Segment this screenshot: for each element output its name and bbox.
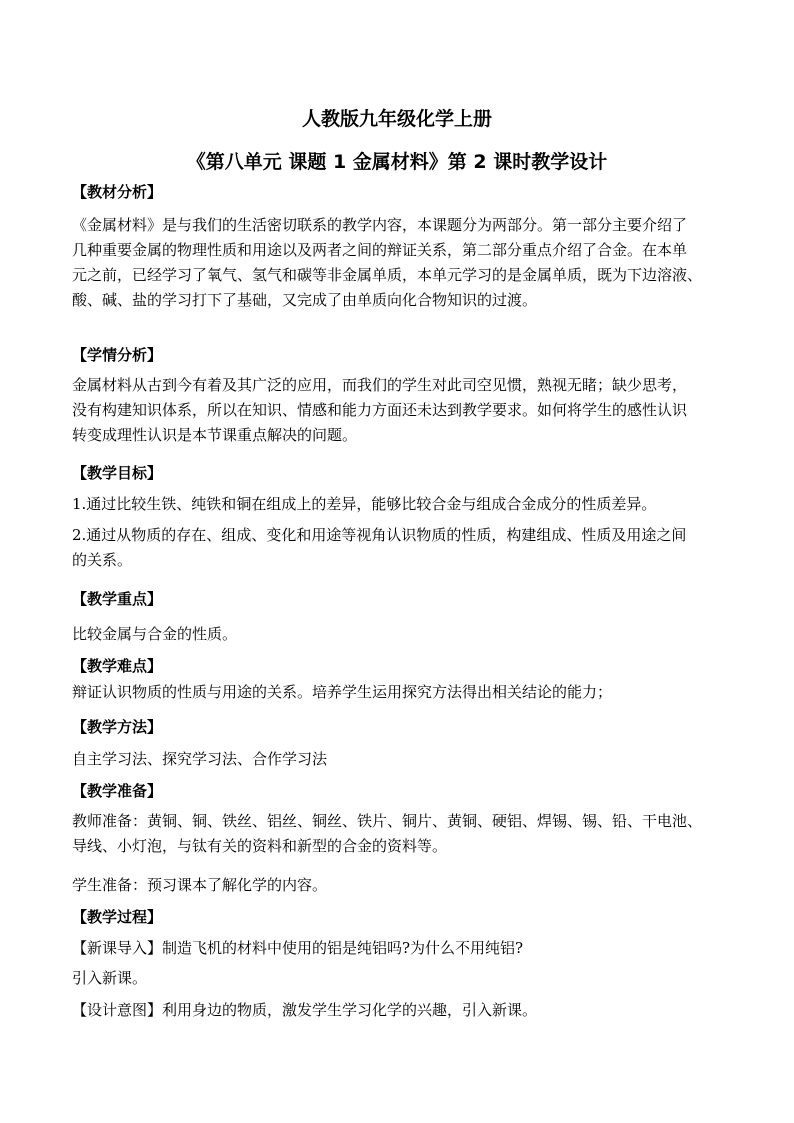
paragraph-line: 转变成理性认识是本节课重点解决的问题。: [72, 426, 358, 444]
paragraph-line: 元之前，已经学习了氧气、氢气和碳等非金属单质，本单元学习的是金属单质，既为下边溶液、: [72, 266, 703, 284]
design-text: 利用身边的物质，激发学生学习化学的兴趣，引入新课。: [162, 1001, 538, 1019]
paragraph-line: 没有构建知识体系，所以在知识、情感和能力方面还未达到教学要求。如何将学生的感性认识: [72, 401, 688, 419]
intro-text: 制造飞机的材料中使用的铝是纯铝吗?为什么不用纯铝?: [162, 939, 524, 957]
difficulties-text: 辩证认识物质的性质与用途的关系。培养学生运用探究方法得出相关结论的能力；: [72, 683, 613, 701]
design-intent: [72, 998, 724, 1022]
design-label: 【设计意图】: [72, 1001, 163, 1019]
student-analysis-paragraph: [72, 373, 724, 448]
paragraph-line: 导线、小灯泡，与钛有关的资料和新型的合金的资料等。: [72, 837, 448, 855]
section-heading-key-points: 【教学重点】: [72, 590, 163, 608]
document-subtitle: 《第八单元 课题 1 金属材料》第 2 课时教学设计: [186, 151, 608, 173]
key-points-text: 比较金属与合金的性质。: [72, 625, 238, 643]
new-lesson-intro: [72, 936, 724, 960]
section-heading-difficulties: 【教学难点】: [72, 657, 163, 675]
objective-item-1: 1.通过比较生铁、纯铁和铜在组成上的差异，能够比较合金与组成合金成分的性质差异。: [72, 495, 657, 513]
paragraph-line: 金属材料从古到今有着及其广泛的应用，而我们的学生对此司空见惯，熟视无睹；缺少思考，: [72, 376, 688, 394]
teacher-preparation: [72, 809, 724, 859]
student-preparation: 学生准备：预习课本了解化学的内容。: [72, 876, 328, 894]
textbook-analysis-paragraph: [72, 213, 724, 313]
paragraph-line: 教师准备：黄铜、铜、铁丝、铝丝、铜丝、铁片、铜片、黄铜、硬铝、焊锡、锡、铅、干电池、: [72, 812, 703, 830]
intro-followup: 引入新课。: [72, 969, 148, 987]
methods-text: 自主学习法、探究学习法、合作学习法: [72, 750, 328, 768]
intro-label: 【新课导入】: [72, 939, 163, 957]
section-heading-process: 【教学过程】: [72, 908, 163, 926]
document-title: 人教版九年级化学上册: [301, 108, 492, 130]
section-heading-textbook-analysis: 【教材分析】: [72, 183, 163, 201]
paragraph-line: 几种重要金属的物理性质和用途以及两者之间的辩证关系，第二部分重点介绍了合金。在本单: [72, 241, 688, 259]
paragraph-line: 《金属材料》是与我们的生活密切联系的教学内容，本课题分为两部分。第一部分主要介绍了: [72, 216, 688, 234]
objective-item-2: [72, 523, 724, 573]
section-heading-preparation: 【教学准备】: [72, 782, 163, 800]
section-heading-objectives: 【教学目标】: [72, 464, 163, 482]
paragraph-line: 2.通过从物质的存在、组成、变化和用途等视角认识物质的性质，构建组成、性质及用途之间: [72, 526, 687, 544]
section-heading-student-analysis: 【学情分析】: [72, 346, 163, 364]
paragraph-line: 的关系。: [72, 551, 133, 569]
section-heading-methods: 【教学方法】: [72, 718, 163, 736]
paragraph-line: 酸、碱、盐的学习打下了基础，又完成了由单质向化合物知识的过渡。: [72, 291, 538, 309]
